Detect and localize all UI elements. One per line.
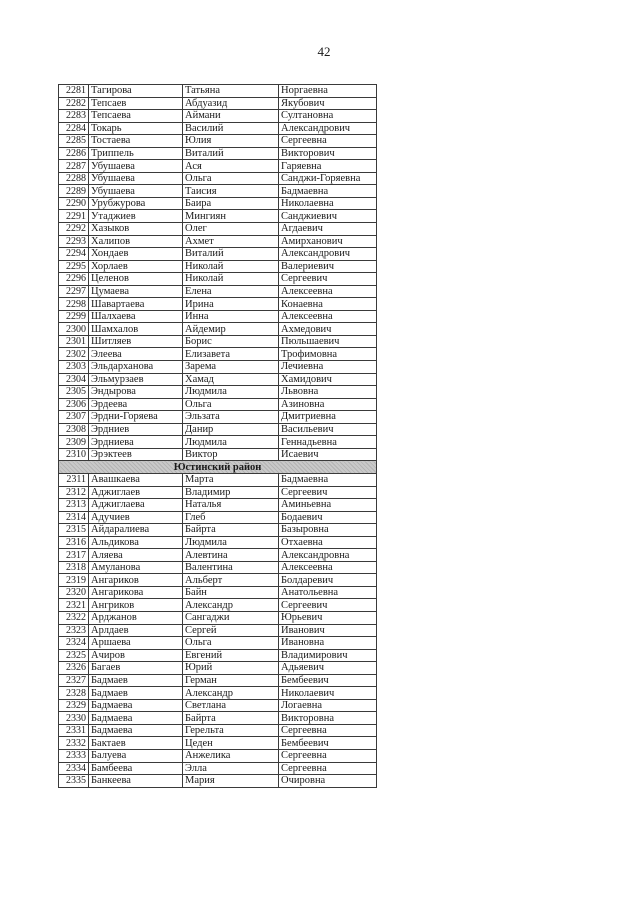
patronymic-cell: Сергеевна: [279, 749, 377, 762]
first-name-cell: Абдуазид: [183, 97, 279, 110]
patronymic-cell: Азиновна: [279, 398, 377, 411]
row-number: 2286: [59, 147, 89, 160]
first-name-cell: Таисия: [183, 185, 279, 198]
first-name-cell: Байрта: [183, 712, 279, 725]
table-row: [59, 122, 377, 135]
first-name-cell: Борис: [183, 335, 279, 348]
table-row: [59, 160, 377, 173]
table-row: [59, 561, 377, 574]
row-number: 2291: [59, 210, 89, 223]
table-row: [59, 172, 377, 185]
patronymic-cell: Санджи-Горяевна: [279, 172, 377, 185]
row-number: 2307: [59, 411, 89, 424]
patronymic-cell: Трофимовна: [279, 348, 377, 361]
row-number: 2320: [59, 586, 89, 599]
first-name-cell: Данир: [183, 423, 279, 436]
table-row: [59, 599, 377, 612]
row-number: 2332: [59, 737, 89, 750]
surname-cell: Эльдарханова: [89, 361, 183, 374]
row-number: 2289: [59, 185, 89, 198]
table-row: [59, 536, 377, 549]
row-number: 2303: [59, 361, 89, 374]
first-name-cell: Герман: [183, 674, 279, 687]
surname-cell: Хондаев: [89, 248, 183, 261]
table-row: [59, 674, 377, 687]
table-row: [59, 411, 377, 424]
name-roster-table: [58, 84, 377, 788]
surname-cell: Эрдниев: [89, 423, 183, 436]
table-row: [59, 335, 377, 348]
patronymic-cell: Бодаевич: [279, 511, 377, 524]
surname-cell: Урубжурова: [89, 197, 183, 210]
row-number: 2326: [59, 662, 89, 675]
row-number: 2318: [59, 561, 89, 574]
patronymic-cell: Николаевич: [279, 687, 377, 700]
surname-cell: Хорлаев: [89, 260, 183, 273]
row-number: 2309: [59, 436, 89, 449]
row-number: 2295: [59, 260, 89, 273]
patronymic-cell: Лечиевна: [279, 361, 377, 374]
first-name-cell: Николай: [183, 260, 279, 273]
patronymic-cell: Хамидович: [279, 373, 377, 386]
table-row: [59, 724, 377, 737]
first-name-cell: Ирина: [183, 298, 279, 311]
surname-cell: Халипов: [89, 235, 183, 248]
table-row: [59, 248, 377, 261]
row-number: 2292: [59, 223, 89, 236]
first-name-cell: Мингиян: [183, 210, 279, 223]
first-name-cell: Марта: [183, 473, 279, 486]
patronymic-cell: Алексеевна: [279, 310, 377, 323]
patronymic-cell: Очировна: [279, 775, 377, 788]
first-name-cell: Байрта: [183, 524, 279, 537]
row-number: 2323: [59, 624, 89, 637]
patronymic-cell: Сергеевна: [279, 724, 377, 737]
patronymic-cell: Ивановна: [279, 637, 377, 650]
table-row: [59, 323, 377, 336]
surname-cell: Шитляев: [89, 335, 183, 348]
row-number: 2285: [59, 135, 89, 148]
first-name-cell: Василий: [183, 122, 279, 135]
row-number: 2319: [59, 574, 89, 587]
surname-cell: Элеева: [89, 348, 183, 361]
first-name-cell: Глеб: [183, 511, 279, 524]
table-row: [59, 574, 377, 587]
surname-cell: Убушаева: [89, 160, 183, 173]
first-name-cell: Хамад: [183, 373, 279, 386]
patronymic-cell: Адьяевич: [279, 662, 377, 675]
row-number: 2281: [59, 85, 89, 98]
table-row: [59, 348, 377, 361]
first-name-cell: Александр: [183, 599, 279, 612]
first-name-cell: Людмила: [183, 536, 279, 549]
patronymic-cell: Александрович: [279, 122, 377, 135]
patronymic-cell: Алексеевна: [279, 285, 377, 298]
first-name-cell: Баира: [183, 197, 279, 210]
surname-cell: Эндырова: [89, 386, 183, 399]
first-name-cell: Валентина: [183, 561, 279, 574]
row-number: 2288: [59, 172, 89, 185]
table-row: [59, 398, 377, 411]
table-row: [59, 762, 377, 775]
surname-cell: Бадмаева: [89, 699, 183, 712]
table-row: [59, 135, 377, 148]
surname-cell: Ангарикова: [89, 586, 183, 599]
surname-cell: Тепсаев: [89, 97, 183, 110]
page-number: 42: [317, 44, 331, 59]
table-row: [59, 361, 377, 374]
patronymic-cell: Санджиевич: [279, 210, 377, 223]
surname-cell: Балуева: [89, 749, 183, 762]
first-name-cell: Ахмет: [183, 235, 279, 248]
table-row: [59, 436, 377, 449]
surname-cell: Эрдеева: [89, 398, 183, 411]
table-row: [59, 712, 377, 725]
patronymic-cell: Бадмаевна: [279, 473, 377, 486]
surname-cell: Арджанов: [89, 611, 183, 624]
roster-body: [59, 85, 377, 788]
row-number: 2294: [59, 248, 89, 261]
table-row: [59, 611, 377, 624]
patronymic-cell: Юрьевич: [279, 611, 377, 624]
table-row: [59, 637, 377, 650]
table-row: [59, 260, 377, 273]
first-name-cell: Цеден: [183, 737, 279, 750]
first-name-cell: Владимир: [183, 486, 279, 499]
patronymic-cell: Сергеевна: [279, 135, 377, 148]
first-name-cell: Мария: [183, 775, 279, 788]
patronymic-cell: Геннадьевна: [279, 436, 377, 449]
patronymic-cell: Иванович: [279, 624, 377, 637]
patronymic-cell: Базыровна: [279, 524, 377, 537]
first-name-cell: Эльзата: [183, 411, 279, 424]
first-name-cell: Ася: [183, 160, 279, 173]
surname-cell: Ачиров: [89, 649, 183, 662]
table-row: [59, 749, 377, 762]
surname-cell: Авашкаева: [89, 473, 183, 486]
row-number: 2317: [59, 549, 89, 562]
patronymic-cell: Логаевна: [279, 699, 377, 712]
surname-cell: Адучиев: [89, 511, 183, 524]
first-name-cell: Анжелика: [183, 749, 279, 762]
patronymic-cell: Болдаревич: [279, 574, 377, 587]
row-number: 2284: [59, 122, 89, 135]
table-row: [59, 687, 377, 700]
table-row: [59, 775, 377, 788]
table-row: [59, 235, 377, 248]
first-name-cell: Елена: [183, 285, 279, 298]
surname-cell: Бактаев: [89, 737, 183, 750]
first-name-cell: Байн: [183, 586, 279, 599]
surname-cell: Ангриков: [89, 599, 183, 612]
surname-cell: Бамбеева: [89, 762, 183, 775]
first-name-cell: Елизавета: [183, 348, 279, 361]
row-number: 2302: [59, 348, 89, 361]
surname-cell: Эрэктеев: [89, 448, 183, 461]
patronymic-cell: Алексеевна: [279, 561, 377, 574]
surname-cell: Айдаралиева: [89, 524, 183, 537]
patronymic-cell: Александрович: [279, 248, 377, 261]
first-name-cell: Людмила: [183, 436, 279, 449]
patronymic-cell: Александровна: [279, 549, 377, 562]
patronymic-cell: Бембеевич: [279, 737, 377, 750]
surname-cell: Шамхалов: [89, 323, 183, 336]
patronymic-cell: Викторович: [279, 147, 377, 160]
patronymic-cell: Николаевна: [279, 197, 377, 210]
table-row: [59, 511, 377, 524]
table-row: [59, 499, 377, 512]
row-number: 2304: [59, 373, 89, 386]
first-name-cell: Инна: [183, 310, 279, 323]
surname-cell: Целенов: [89, 273, 183, 286]
table-row: [59, 310, 377, 323]
surname-cell: Эрдни-Горяева: [89, 411, 183, 424]
row-number: 2293: [59, 235, 89, 248]
surname-cell: Тостаева: [89, 135, 183, 148]
patronymic-cell: Амирханович: [279, 235, 377, 248]
table-row: [59, 699, 377, 712]
patronymic-cell: Бембеевич: [279, 674, 377, 687]
first-name-cell: Александр: [183, 687, 279, 700]
first-name-cell: Ольга: [183, 637, 279, 650]
table-row: [59, 624, 377, 637]
row-number: 2335: [59, 775, 89, 788]
patronymic-cell: Султановна: [279, 110, 377, 123]
surname-cell: Аляева: [89, 549, 183, 562]
surname-cell: Шавартаева: [89, 298, 183, 311]
first-name-cell: Герельта: [183, 724, 279, 737]
patronymic-cell: Валериевич: [279, 260, 377, 273]
patronymic-cell: Аминьевна: [279, 499, 377, 512]
first-name-cell: Светлана: [183, 699, 279, 712]
patronymic-cell: Конаевна: [279, 298, 377, 311]
row-number: 2282: [59, 97, 89, 110]
surname-cell: Убушаева: [89, 172, 183, 185]
row-number: 2310: [59, 448, 89, 461]
patronymic-cell: Отхаевна: [279, 536, 377, 549]
surname-cell: Аршаева: [89, 637, 183, 650]
table-row: [59, 423, 377, 436]
patronymic-cell: Исаевич: [279, 448, 377, 461]
row-number: 2299: [59, 310, 89, 323]
table-row: [59, 649, 377, 662]
surname-cell: Ангариков: [89, 574, 183, 587]
table-row: [59, 373, 377, 386]
surname-cell: Багаев: [89, 662, 183, 675]
patronymic-cell: Васильевич: [279, 423, 377, 436]
surname-cell: Триппель: [89, 147, 183, 160]
patronymic-cell: Якубович: [279, 97, 377, 110]
table-row: [59, 147, 377, 160]
row-number: 2300: [59, 323, 89, 336]
row-number: 2322: [59, 611, 89, 624]
patronymic-cell: Сергеевна: [279, 762, 377, 775]
row-number: 2290: [59, 197, 89, 210]
row-number: 2329: [59, 699, 89, 712]
first-name-cell: Элла: [183, 762, 279, 775]
surname-cell: Арлдаев: [89, 624, 183, 637]
patronymic-cell: Анатольевна: [279, 586, 377, 599]
table-row: [59, 298, 377, 311]
table-row: [59, 486, 377, 499]
surname-cell: Бадмаева: [89, 724, 183, 737]
row-number: 2296: [59, 273, 89, 286]
surname-cell: Токарь: [89, 122, 183, 135]
row-number: 2327: [59, 674, 89, 687]
surname-cell: Альдикова: [89, 536, 183, 549]
table-row: [59, 185, 377, 198]
patronymic-cell: Ахмедович: [279, 323, 377, 336]
patronymic-cell: Норгаевна: [279, 85, 377, 98]
first-name-cell: Евгений: [183, 649, 279, 662]
table-row: [59, 386, 377, 399]
table-row: [59, 210, 377, 223]
patronymic-cell: Львовна: [279, 386, 377, 399]
row-number: 2324: [59, 637, 89, 650]
table-row: [59, 586, 377, 599]
first-name-cell: Виктор: [183, 448, 279, 461]
first-name-cell: Ольга: [183, 398, 279, 411]
surname-cell: Убушаева: [89, 185, 183, 198]
surname-cell: Аджиглаев: [89, 486, 183, 499]
row-number: 2325: [59, 649, 89, 662]
table-row: [59, 197, 377, 210]
first-name-cell: Айдемир: [183, 323, 279, 336]
first-name-cell: Татьяна: [183, 85, 279, 98]
row-number: 2321: [59, 599, 89, 612]
first-name-cell: Людмила: [183, 386, 279, 399]
surname-cell: Аджиглаева: [89, 499, 183, 512]
section-header-row: [59, 461, 377, 474]
patronymic-cell: Бадмаевна: [279, 185, 377, 198]
table-row: [59, 737, 377, 750]
first-name-cell: Юрий: [183, 662, 279, 675]
surname-cell: Эрдниева: [89, 436, 183, 449]
table-row: [59, 285, 377, 298]
row-number: 2311: [59, 473, 89, 486]
row-number: 2312: [59, 486, 89, 499]
patronymic-cell: Агдаевич: [279, 223, 377, 236]
table-row: [59, 273, 377, 286]
section-header: Юстинский район: [59, 461, 377, 474]
table-row: [59, 662, 377, 675]
surname-cell: Амуланова: [89, 561, 183, 574]
first-name-cell: Николай: [183, 273, 279, 286]
row-number: 2306: [59, 398, 89, 411]
first-name-cell: Ольга: [183, 172, 279, 185]
surname-cell: Бадмаев: [89, 687, 183, 700]
first-name-cell: Аймани: [183, 110, 279, 123]
row-number: 2330: [59, 712, 89, 725]
row-number: 2334: [59, 762, 89, 775]
patronymic-cell: Викторовна: [279, 712, 377, 725]
row-number: 2331: [59, 724, 89, 737]
row-number: 2308: [59, 423, 89, 436]
row-number: 2305: [59, 386, 89, 399]
table-row: [59, 85, 377, 98]
patronymic-cell: Сергеевич: [279, 273, 377, 286]
table-row: [59, 110, 377, 123]
first-name-cell: Зарема: [183, 361, 279, 374]
row-number: 2287: [59, 160, 89, 173]
row-number: 2333: [59, 749, 89, 762]
surname-cell: Тепсаева: [89, 110, 183, 123]
row-number: 2301: [59, 335, 89, 348]
surname-cell: Бадмаев: [89, 674, 183, 687]
row-number: 2314: [59, 511, 89, 524]
row-number: 2313: [59, 499, 89, 512]
first-name-cell: Юлия: [183, 135, 279, 148]
row-number: 2283: [59, 110, 89, 123]
first-name-cell: Виталий: [183, 248, 279, 261]
surname-cell: Цумаева: [89, 285, 183, 298]
patronymic-cell: Сергеевич: [279, 599, 377, 612]
surname-cell: Эльмурзаев: [89, 373, 183, 386]
table-row: [59, 448, 377, 461]
first-name-cell: Виталий: [183, 147, 279, 160]
table-row: [59, 549, 377, 562]
row-number: 2315: [59, 524, 89, 537]
table-row: [59, 97, 377, 110]
surname-cell: Бадмаева: [89, 712, 183, 725]
row-number: 2316: [59, 536, 89, 549]
row-number: 2328: [59, 687, 89, 700]
table-row: [59, 223, 377, 236]
surname-cell: Тагирова: [89, 85, 183, 98]
row-number: 2298: [59, 298, 89, 311]
row-number: 2297: [59, 285, 89, 298]
first-name-cell: Сангаджи: [183, 611, 279, 624]
patronymic-cell: Пюльшаевич: [279, 335, 377, 348]
table-row: [59, 473, 377, 486]
first-name-cell: Наталья: [183, 499, 279, 512]
patronymic-cell: Владимирович: [279, 649, 377, 662]
first-name-cell: Алевтина: [183, 549, 279, 562]
patronymic-cell: Гаряевна: [279, 160, 377, 173]
first-name-cell: Олег: [183, 223, 279, 236]
patronymic-cell: Сергеевич: [279, 486, 377, 499]
surname-cell: Банкеева: [89, 775, 183, 788]
first-name-cell: Сергей: [183, 624, 279, 637]
surname-cell: Хазыков: [89, 223, 183, 236]
surname-cell: Шалхаева: [89, 310, 183, 323]
patronymic-cell: Дмитриевна: [279, 411, 377, 424]
table-row: [59, 524, 377, 537]
first-name-cell: Альберт: [183, 574, 279, 587]
surname-cell: Утаджиев: [89, 210, 183, 223]
